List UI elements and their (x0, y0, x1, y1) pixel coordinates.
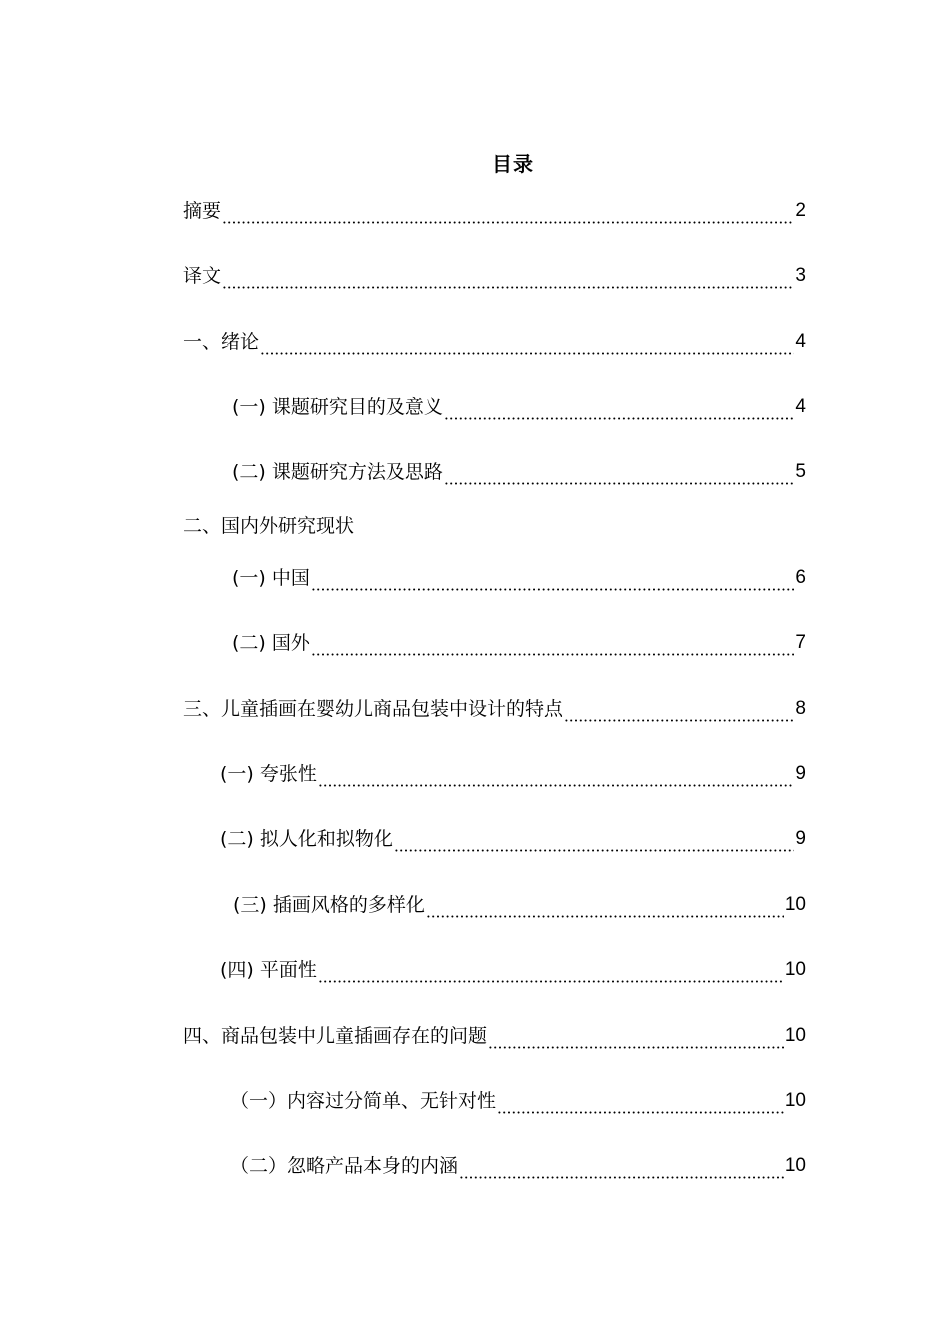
dot-leader (260, 333, 794, 355)
toc-entry-translation[interactable] (183, 263, 806, 289)
toc-entry-introduction[interactable] (183, 329, 806, 355)
toc-entry-page: 6 (795, 567, 806, 588)
toc-entry-label: 三、儿童插画在婴幼儿商品包装中设计的特点 (183, 698, 564, 720)
toc-entry-page: 5 (795, 461, 806, 482)
toc-entry-ignore-connotation[interactable] (230, 1153, 806, 1179)
toc-entry-page: 4 (795, 331, 806, 352)
toc-entry-exaggeration[interactable] (220, 761, 806, 787)
toc-entry-label: (三) 插画风格的多样化 (233, 894, 425, 916)
toc-entry-abstract[interactable] (183, 198, 806, 224)
toc-entry-page: 3 (795, 265, 806, 286)
dot-leader (444, 398, 795, 420)
dot-leader (564, 700, 794, 722)
toc-entry-page: 7 (795, 632, 806, 653)
dot-leader (311, 569, 795, 591)
toc-entry-purpose[interactable] (232, 394, 806, 420)
toc-entry-label: 二、国内外研究现状 (183, 515, 355, 537)
toc-entry-china[interactable] (232, 565, 806, 591)
toc-entry-label: (四) 平面性 (220, 959, 317, 981)
toc-entry-page: 2 (795, 200, 806, 221)
toc-entry-page: 4 (795, 396, 806, 417)
toc-entry-label: (二) 国外 (232, 632, 310, 654)
toc-entry-features[interactable] (183, 696, 806, 722)
toc-entry-label: (二) 拟人化和拟物化 (220, 828, 393, 850)
toc-entry-problems[interactable] (183, 1023, 806, 1049)
dot-leader (222, 202, 794, 224)
toc-entry-page: 10 (784, 959, 806, 980)
toc-entry-page: 10 (784, 1155, 806, 1176)
dot-leader (426, 896, 784, 918)
toc-entry-label: 摘要 (183, 200, 222, 222)
toc-entry-method[interactable] (232, 459, 806, 485)
dot-leader (497, 1092, 784, 1114)
toc-entry-research-status[interactable] (183, 513, 806, 539)
dot-leader (488, 1027, 784, 1049)
dot-leader (311, 634, 795, 656)
dot-leader (318, 765, 795, 787)
dot-leader (459, 1157, 784, 1179)
dot-leader (222, 267, 794, 289)
dot-leader (394, 830, 795, 852)
toc-entry-label: (一) 中国 (232, 567, 310, 589)
toc-entry-label: 四、商品包装中儿童插画存在的问题 (183, 1025, 488, 1047)
toc-entry-label: 译文 (183, 265, 222, 287)
dot-leader (444, 463, 795, 485)
toc-entry-label: （二）忽略产品本身的内涵 (230, 1155, 459, 1177)
toc-entry-flatness[interactable] (220, 957, 806, 983)
toc-entry-label: (一) 课题研究目的及意义 (232, 396, 443, 418)
toc-entry-page: 10 (784, 894, 806, 915)
toc-entry-style-diversity[interactable] (233, 892, 806, 918)
toc-entry-page: 10 (784, 1025, 806, 1046)
toc-entry-abroad[interactable] (232, 630, 806, 656)
toc-entry-page: 8 (795, 698, 806, 719)
toc-entry-page: 9 (795, 828, 806, 849)
toc-entry-page: 9 (795, 763, 806, 784)
toc-entry-label: 一、绪论 (183, 331, 260, 353)
toc-entry-page: 10 (784, 1090, 806, 1111)
toc-entry-label: （一）内容过分简单、无针对性 (230, 1090, 497, 1112)
toc-entry-personification[interactable] (220, 826, 806, 852)
dot-leader (318, 961, 784, 983)
toc-entry-label: (二) 课题研究方法及思路 (232, 461, 443, 483)
toc-title: 目录 (492, 152, 534, 176)
toc-entry-too-simple[interactable] (230, 1088, 806, 1114)
toc-entry-label: (一) 夸张性 (220, 763, 317, 785)
